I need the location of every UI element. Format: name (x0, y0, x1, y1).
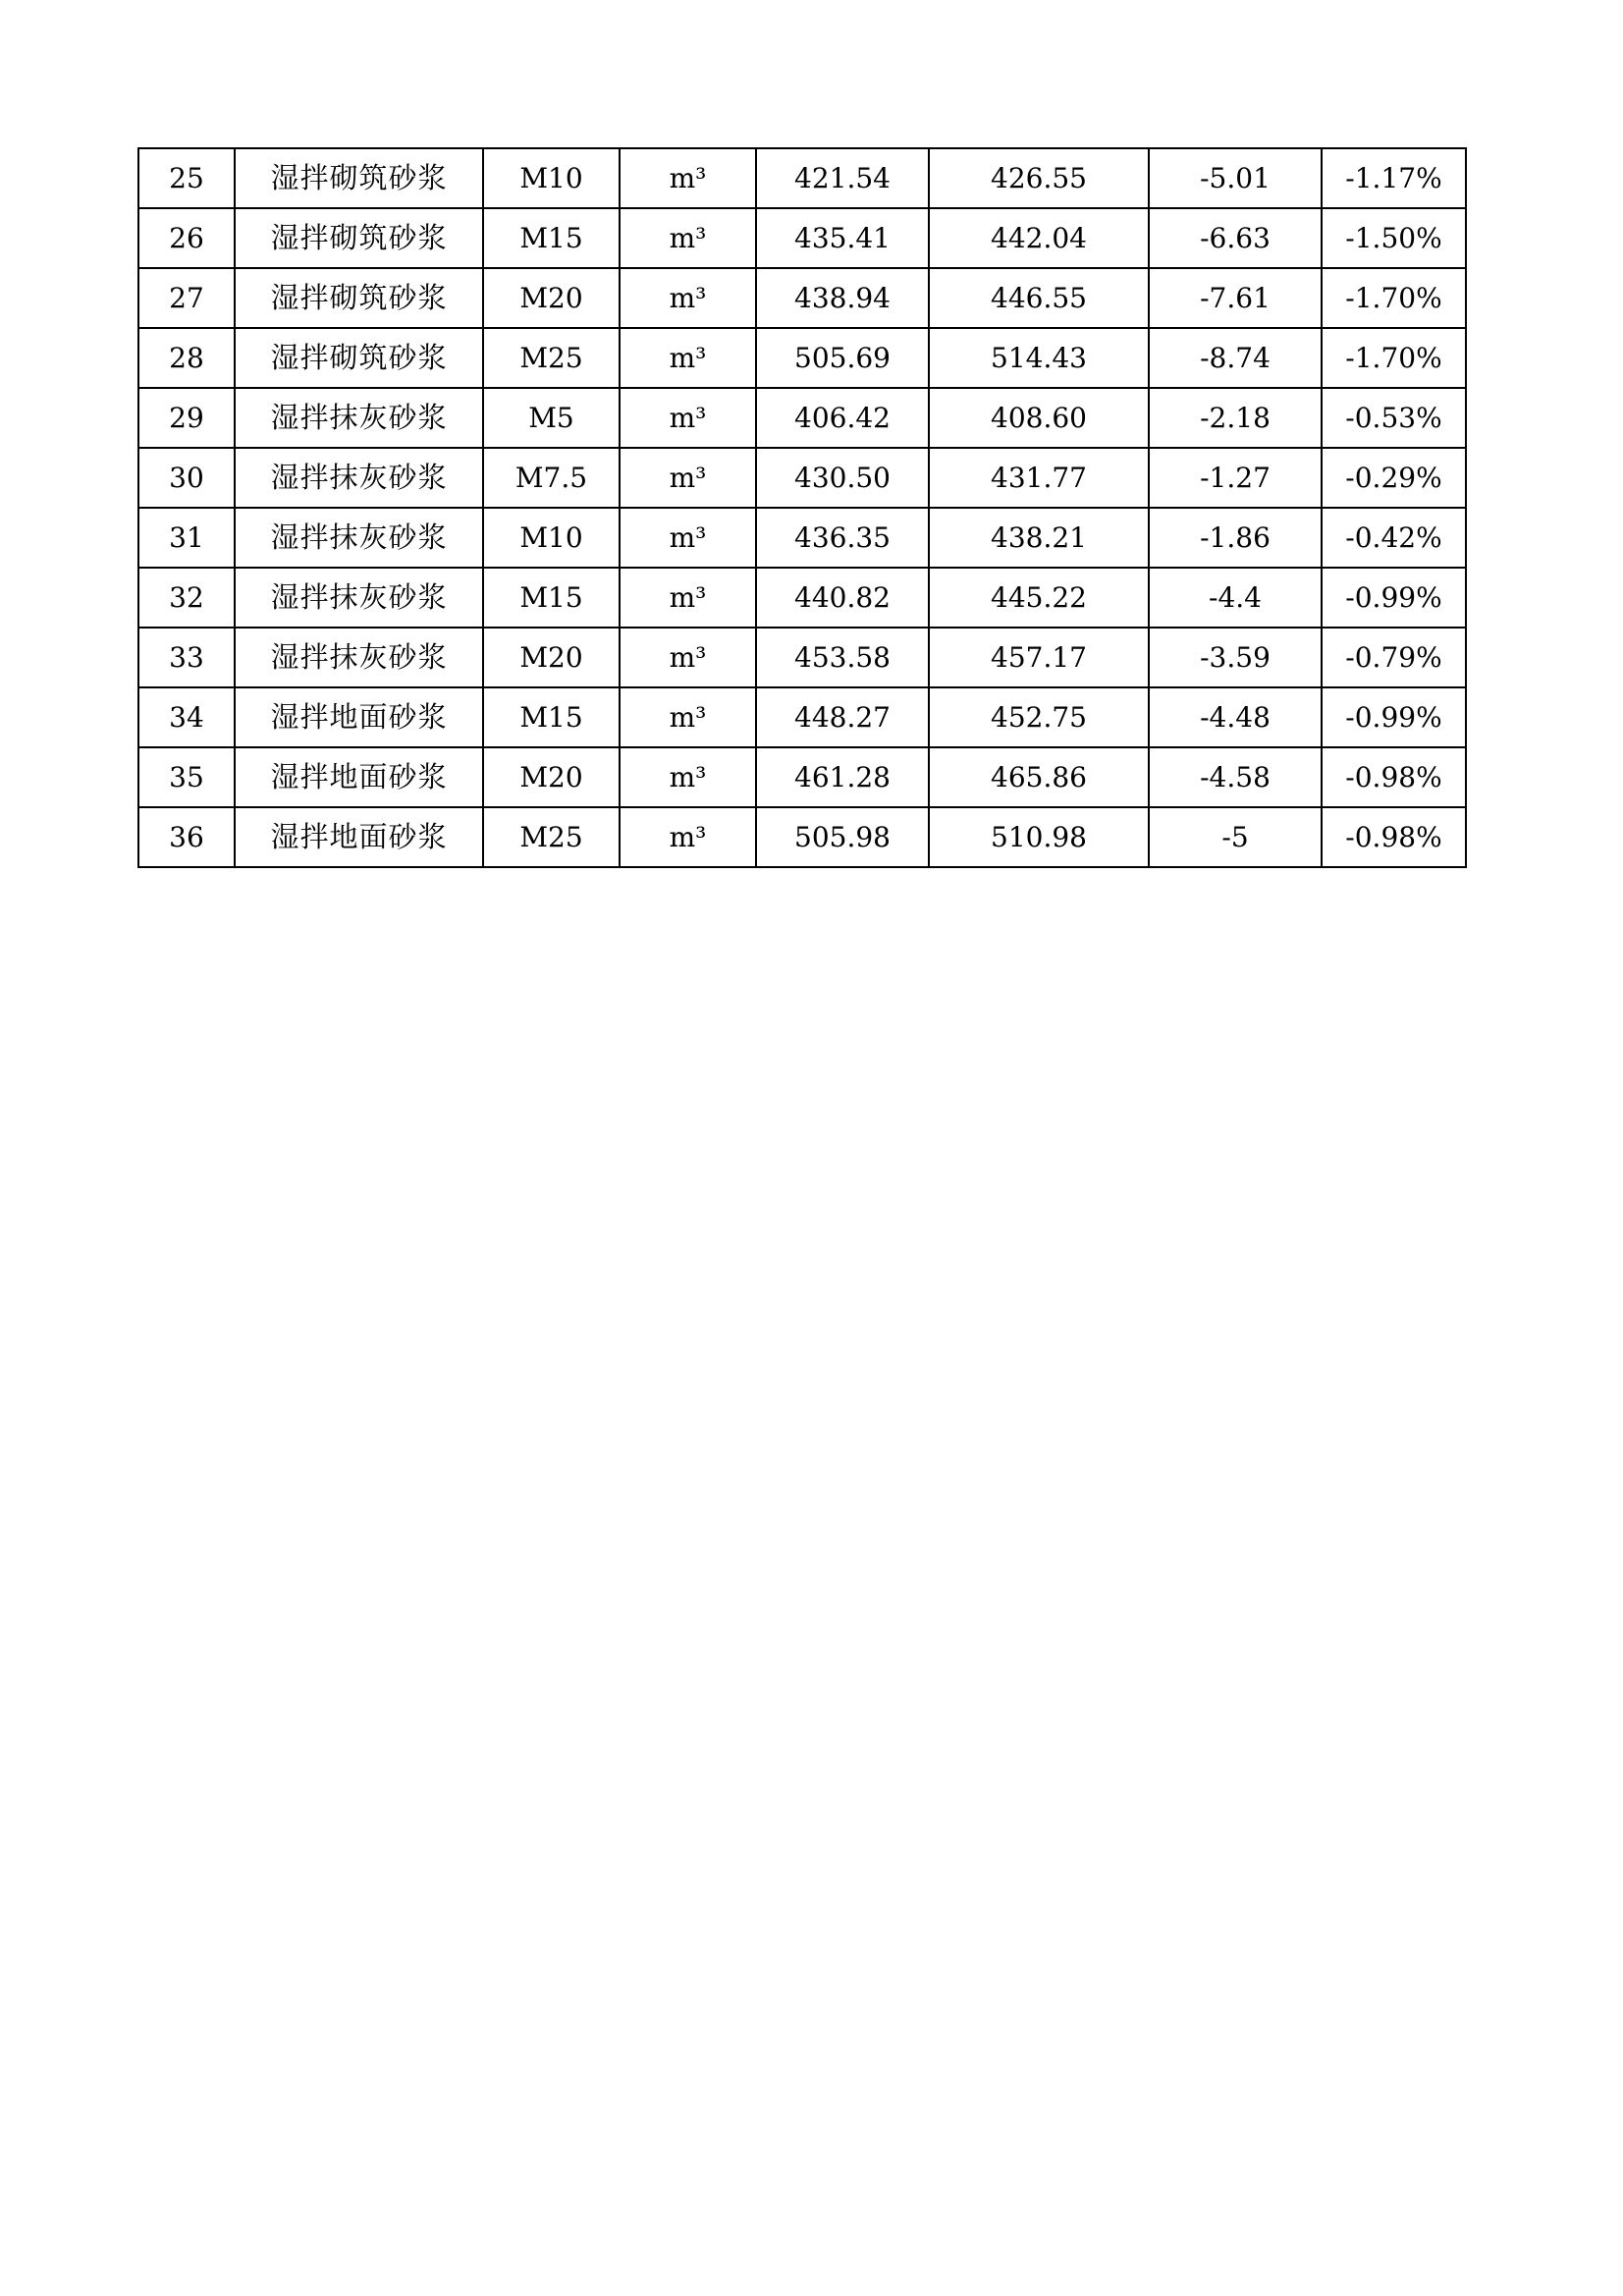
grade-cell: M5 (483, 388, 620, 448)
difference-cell: -4.48 (1149, 687, 1322, 747)
material-name-cell: 湿拌地面砂浆 (235, 687, 483, 747)
price-a-cell: 440.82 (756, 568, 929, 628)
price-a-cell: 461.28 (756, 747, 929, 807)
table-row (138, 148, 1466, 208)
unit-cell: m³ (620, 687, 756, 747)
grade-cell: M10 (483, 508, 620, 568)
grade-cell: M15 (483, 208, 620, 268)
price-b-cell: 408.60 (929, 388, 1149, 448)
grade-cell: M7.5 (483, 448, 620, 508)
material-name-cell: 湿拌抹灰砂浆 (235, 628, 483, 687)
row-number-cell: 31 (138, 508, 235, 568)
difference-cell: -1.27 (1149, 448, 1322, 508)
unit-cell: m³ (620, 328, 756, 388)
percent-change-cell: -1.50% (1322, 208, 1466, 268)
row-number-cell: 33 (138, 628, 235, 687)
row-number-cell: 29 (138, 388, 235, 448)
grade-cell: M20 (483, 747, 620, 807)
difference-cell: -8.74 (1149, 328, 1322, 388)
price-b-cell: 510.98 (929, 807, 1149, 867)
percent-change-cell: -0.98% (1322, 747, 1466, 807)
unit-cell: m³ (620, 448, 756, 508)
row-number-cell: 32 (138, 568, 235, 628)
unit-cell: m³ (620, 628, 756, 687)
material-name-cell: 湿拌地面砂浆 (235, 807, 483, 867)
row-number-cell: 27 (138, 268, 235, 328)
table-row (138, 568, 1466, 628)
percent-change-cell: -0.29% (1322, 448, 1466, 508)
difference-cell: -5 (1149, 807, 1322, 867)
price-b-cell: 452.75 (929, 687, 1149, 747)
price-b-cell: 446.55 (929, 268, 1149, 328)
difference-cell: -5.01 (1149, 148, 1322, 208)
price-a-cell: 505.98 (756, 807, 929, 867)
price-table (137, 147, 1467, 868)
unit-cell: m³ (620, 508, 756, 568)
grade-cell: M10 (483, 148, 620, 208)
price-a-cell: 438.94 (756, 268, 929, 328)
percent-change-cell: -0.42% (1322, 508, 1466, 568)
percent-change-cell: -1.70% (1322, 328, 1466, 388)
row-number-cell: 25 (138, 148, 235, 208)
difference-cell: -7.61 (1149, 268, 1322, 328)
unit-cell: m³ (620, 208, 756, 268)
price-b-cell: 514.43 (929, 328, 1149, 388)
price-a-cell: 436.35 (756, 508, 929, 568)
grade-cell: M25 (483, 807, 620, 867)
difference-cell: -2.18 (1149, 388, 1322, 448)
row-number-cell: 36 (138, 807, 235, 867)
price-b-cell: 445.22 (929, 568, 1149, 628)
price-a-cell: 505.69 (756, 328, 929, 388)
unit-cell: m³ (620, 388, 756, 448)
percent-change-cell: -0.99% (1322, 687, 1466, 747)
price-b-cell: 426.55 (929, 148, 1149, 208)
price-b-cell: 465.86 (929, 747, 1149, 807)
table-row (138, 687, 1466, 747)
price-b-cell: 457.17 (929, 628, 1149, 687)
price-a-cell: 406.42 (756, 388, 929, 448)
grade-cell: M20 (483, 268, 620, 328)
percent-change-cell: -0.53% (1322, 388, 1466, 448)
material-name-cell: 湿拌抹灰砂浆 (235, 568, 483, 628)
row-number-cell: 34 (138, 687, 235, 747)
material-name-cell: 湿拌砌筑砂浆 (235, 208, 483, 268)
material-name-cell: 湿拌抹灰砂浆 (235, 508, 483, 568)
material-name-cell: 湿拌砌筑砂浆 (235, 328, 483, 388)
percent-change-cell: -0.79% (1322, 628, 1466, 687)
table-row (138, 807, 1466, 867)
percent-change-cell: -0.99% (1322, 568, 1466, 628)
table-row (138, 328, 1466, 388)
price-a-cell: 421.54 (756, 148, 929, 208)
material-name-cell: 湿拌砌筑砂浆 (235, 148, 483, 208)
price-b-cell: 438.21 (929, 508, 1149, 568)
percent-change-cell: -1.17% (1322, 148, 1466, 208)
difference-cell: -1.86 (1149, 508, 1322, 568)
row-number-cell: 30 (138, 448, 235, 508)
row-number-cell: 26 (138, 208, 235, 268)
difference-cell: -4.4 (1149, 568, 1322, 628)
price-a-cell: 435.41 (756, 208, 929, 268)
percent-change-cell: -0.98% (1322, 807, 1466, 867)
price-b-cell: 431.77 (929, 448, 1149, 508)
table-row (138, 388, 1466, 448)
percent-change-cell: -1.70% (1322, 268, 1466, 328)
row-number-cell: 35 (138, 747, 235, 807)
unit-cell: m³ (620, 747, 756, 807)
price-b-cell: 442.04 (929, 208, 1149, 268)
difference-cell: -3.59 (1149, 628, 1322, 687)
difference-cell: -4.58 (1149, 747, 1322, 807)
grade-cell: M15 (483, 687, 620, 747)
price-a-cell: 453.58 (756, 628, 929, 687)
material-name-cell: 湿拌地面砂浆 (235, 747, 483, 807)
table-row (138, 208, 1466, 268)
table-row (138, 628, 1466, 687)
row-number-cell: 28 (138, 328, 235, 388)
material-name-cell: 湿拌抹灰砂浆 (235, 388, 483, 448)
unit-cell: m³ (620, 807, 756, 867)
price-a-cell: 448.27 (756, 687, 929, 747)
material-name-cell: 湿拌抹灰砂浆 (235, 448, 483, 508)
difference-cell: -6.63 (1149, 208, 1322, 268)
material-name-cell: 湿拌砌筑砂浆 (235, 268, 483, 328)
table-row (138, 508, 1466, 568)
table-row (138, 268, 1466, 328)
table-row (138, 747, 1466, 807)
unit-cell: m³ (620, 148, 756, 208)
unit-cell: m³ (620, 568, 756, 628)
price-a-cell: 430.50 (756, 448, 929, 508)
unit-cell: m³ (620, 268, 756, 328)
table-row (138, 448, 1466, 508)
grade-cell: M25 (483, 328, 620, 388)
grade-cell: M20 (483, 628, 620, 687)
grade-cell: M15 (483, 568, 620, 628)
